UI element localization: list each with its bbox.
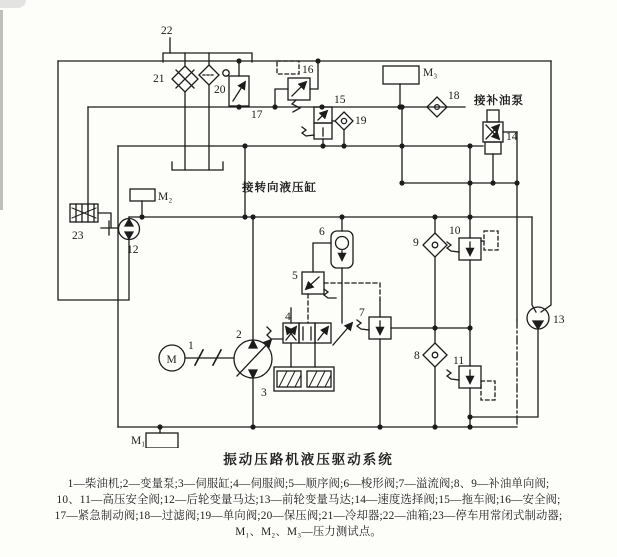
label-3: 3 <box>261 387 267 399</box>
text-annotations <box>241 93 524 194</box>
legend-line-1: 1—柴油机;2—变量泵;3—伺服缸;4—伺服阀;5—顺序阀;6—梭形阀;7—溢流阀;8、9—补油单向阀; <box>67 478 550 490</box>
cooler <box>172 66 198 92</box>
oil-tank <box>163 38 252 170</box>
label-13: 13 <box>553 314 565 326</box>
label-19: 19 <box>355 115 367 127</box>
servo-cylinder <box>274 343 334 391</box>
annotation-steering-cylinder: 接转向液压缸 <box>242 182 317 194</box>
front-wheel-motor <box>527 307 549 329</box>
legend-line-3: 17—紧急制动阀;18—过滤阀;19—单向阀;20—保压阀;21—冷却器;22—油箱;23—停车用常闭式制动器; <box>54 510 563 522</box>
figure-title: 振动压路机液压驱动系统 <box>223 452 394 467</box>
label-22: 22 <box>161 25 173 37</box>
figure-caption <box>0 448 617 540</box>
servo-valve <box>267 308 352 345</box>
legend-line-4: M₁、M₂、M₃—压力测试点。 <box>235 526 382 538</box>
label-20: 20 <box>214 84 226 96</box>
sequence-valve <box>302 272 380 323</box>
label-10: 10 <box>449 225 461 237</box>
label-12: 12 <box>127 244 139 256</box>
filter-icon <box>199 65 219 85</box>
label-1: 1 <box>188 340 194 352</box>
label-m1: M₁ <box>131 435 146 447</box>
label-18: 18 <box>448 90 460 102</box>
label-16: 16 <box>302 64 314 76</box>
hp-safety-valve-10 <box>447 146 498 366</box>
charge-check-valve-9 <box>423 217 447 343</box>
diesel-engine <box>159 345 234 371</box>
trailer-valve <box>302 107 332 146</box>
test-point-m3 <box>383 66 419 107</box>
label-23: 23 <box>72 230 84 242</box>
label-9: 9 <box>413 237 419 249</box>
label-11: 11 <box>453 355 465 367</box>
relief-valve <box>357 300 391 427</box>
rear-wheel-motor <box>119 217 140 240</box>
junction-dots <box>139 58 519 429</box>
label-5: 5 <box>292 270 298 282</box>
annotation-charge-pump: 接补油泵 <box>474 95 524 107</box>
test-point-m2 <box>130 189 155 217</box>
pressure-keeping-valve <box>223 61 249 107</box>
label-2: 2 <box>236 329 242 341</box>
label-6: 6 <box>319 226 325 238</box>
label-8: 8 <box>414 350 420 362</box>
label-15: 15 <box>334 94 346 106</box>
label-7: 7 <box>359 307 365 319</box>
label-14: 14 <box>506 131 518 143</box>
label-m3: M₃ <box>423 67 438 79</box>
label-17: 17 <box>251 109 263 121</box>
test-point-m1 <box>146 427 178 448</box>
legend-line-2: 10、11—高压安全阀;12—后轮变量马达;13—前轮变量马达;14—速度选择阀;15—拖车阀;16—安全阀; <box>56 494 561 506</box>
label-m2: M₂ <box>158 191 173 203</box>
label-21: 21 <box>153 73 165 85</box>
label-4: 4 <box>285 311 291 323</box>
charge-check-valve-8 <box>423 343 447 427</box>
check-valve-19 <box>332 112 353 146</box>
engine-letter: M <box>166 354 177 366</box>
speed-select-valve <box>483 110 517 183</box>
